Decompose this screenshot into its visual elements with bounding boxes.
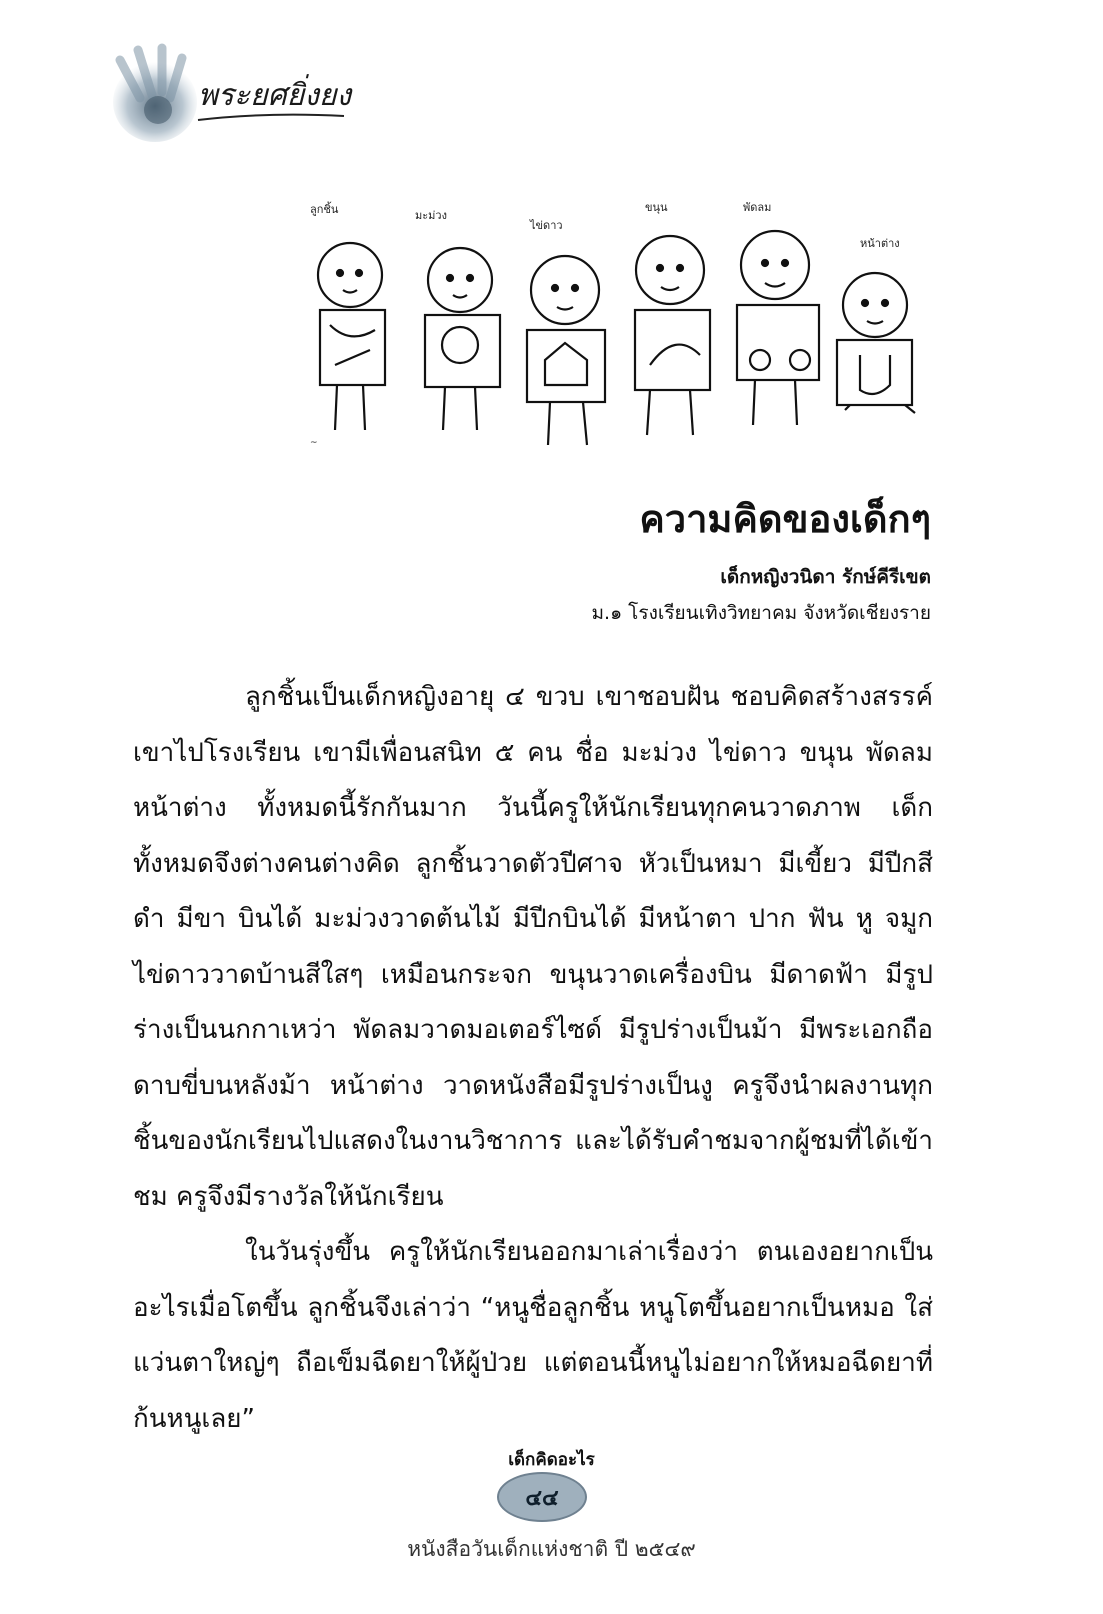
- paragraph-1: ลูกชิ้นเป็นเด็กหญิงอายุ ๔ ขวบ เขาชอบฝัน ชอบคิดสร้างสรรค์ เขาไปโรงเรียน เขามีเพื่อนสนิท ๕ คน ชื่อ มะม่วง ไข่ดาว ขนุน พัดลม หน้าต่าง ทั้งหมดนี้รักกันมาก วันนี้ครูให้นักเรียนทุกคนวาดภาพ เด็กทั้งหมดจึงต่างคนต่างคิด ลูกชิ้นวาดตัวปีศาจ หัวเป็นหมา มีเขี้ยว มีปีกสีดำ มีขา บินได้ มะม่วงวาดต้นไม้ มีปีกบินได้ มีหน้าตา ปาก ฟัน หู จมูก ไข่ดาววาดบ้านสีใสๆ เหมือนกระจก ขนุนวาดเครื่องบิน มีดาดฟ้า มีรูปร่างเป็นนกกาเหว่า พัดลมวาดมอเตอร์ไซด์ มีรูปร่างเป็นม้า มีพระเอกถือดาบขี่บนหลังม้า หน้าต่าง วาดหนังสือมีรูปร่างเป็นงู ครูจึงนำผลงานทุกชิ้นของนักเรียนไปแสดงในงานวิชาการ และได้รับคำชมจากผู้ชมที่ได้เข้าชม ครูจึงมีรางวัลให้นักเรียน: [133, 682, 933, 1212]
- kid-figure-1: [318, 243, 385, 430]
- footer-label: เด็กคิดอะไร: [508, 1450, 595, 1470]
- kid-label-3: ไข่ดาว: [530, 219, 563, 232]
- author-school: ม.๑ โรงเรียนเทิงวิทยาคม จังหวัดเชียงราย: [591, 602, 931, 624]
- kid-label-4: ขนุน: [645, 201, 668, 214]
- illustrator-signature: ~: [310, 438, 318, 448]
- kid-figure-2: [425, 248, 500, 430]
- page-number-badge: [497, 1472, 587, 1522]
- kid-labels: [310, 201, 900, 250]
- kid-figure-3: [527, 256, 605, 445]
- header-logo: [100, 40, 360, 150]
- paragraph-2: ในวันรุ่งขึ้น ครูให้นักเรียนออกมาเล่าเรื่องว่า ตนเองอยากเป็นอะไรเมื่อโตขึ้น ลูกชิ้นจึงเล่าว่า “หนูชื่อลูกชิ้น หนูโตขึ้นอยากเป็นหมอ ใส่แว่นตาใหญ่ๆ ถือเข็มฉีดยาให้ผู้ป่วย แต่ตอนนี้หนูไม่อยากให้หมอฉีดยาที่ก้นหนูเลย”: [133, 1237, 933, 1434]
- page-number: ๔๔: [525, 1485, 559, 1511]
- author-name: เด็กหญิงวนิดา รักษ์คีรีเขต: [720, 566, 931, 588]
- header-logo-text: พระยศยิ่งยง: [198, 78, 352, 113]
- hand-smudge-icon: [100, 40, 210, 150]
- kid-figure-4: [635, 236, 710, 435]
- kid-label-2: มะม่วง: [415, 209, 447, 222]
- kid-label-1: ลูกชิ้น: [310, 203, 339, 216]
- article-title: ความคิดของเด็กๆ: [639, 497, 931, 541]
- kid-label-5: พัดลม: [743, 201, 772, 214]
- kid-figure-6: [837, 273, 915, 413]
- kid-label-6: หน้าต่าง: [860, 237, 900, 250]
- kid-figure-5: [737, 231, 819, 425]
- header-swoosh: [196, 110, 346, 124]
- footer-caption: หนังสือวันเด็กแห่งชาติ ปี ๒๕๔๙: [407, 1537, 696, 1561]
- article-body: [133, 670, 933, 1447]
- children-illustration: [305, 195, 945, 465]
